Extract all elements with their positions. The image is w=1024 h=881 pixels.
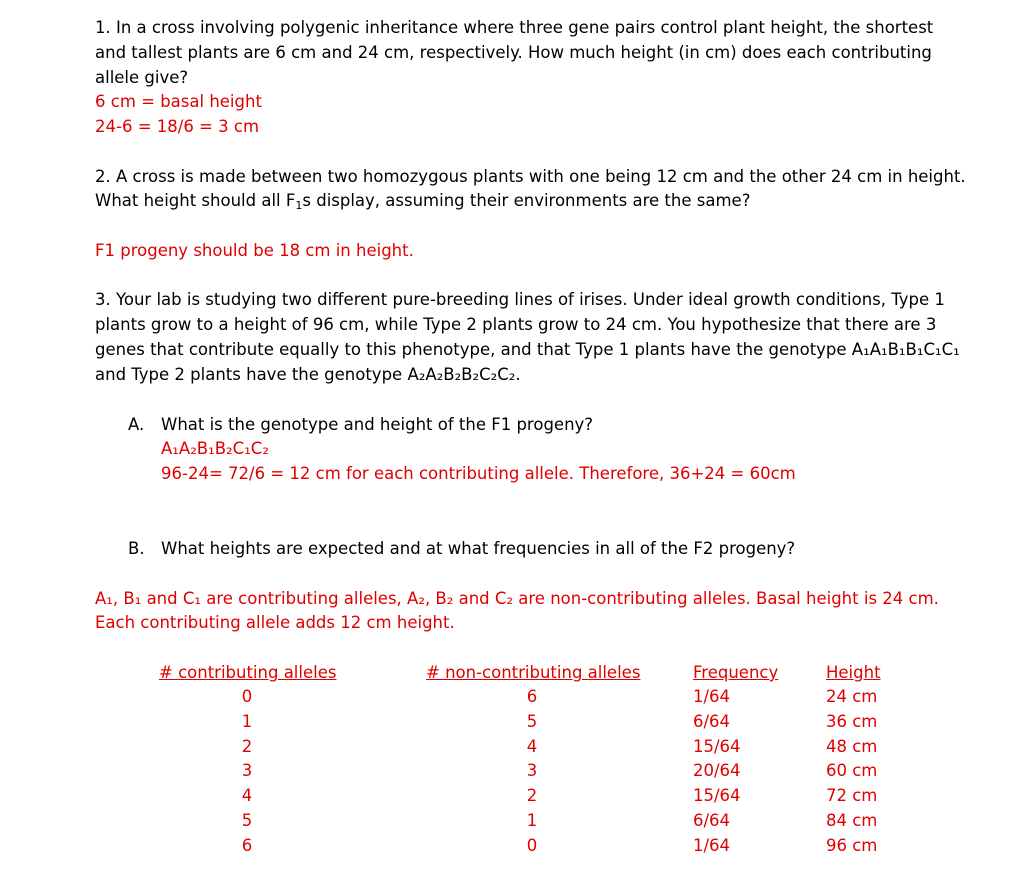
part-b-answer-1: A₁, B₁ and C₁ are contributing alleles, A₂, B₂ and C₂ are non-contributing alleles. Basal height is 24 cm. <box>95 589 939 608</box>
table-cell: 4 <box>241 786 253 806</box>
q1-line-1: 1. In a cross involving polygenic inheritance where three gene pairs control plant height, the shortest <box>95 18 934 37</box>
column-contributing <box>159 685 335 859</box>
table-cell: 2 <box>241 736 253 756</box>
q2-line-1: 2. A cross is made between two homozygous plants with one being 12 cm and the other 24 cm in height. <box>95 167 966 186</box>
table-cell: 6/64 <box>693 711 731 731</box>
table-cell: 15/64 <box>693 786 741 806</box>
table-cell: 5 <box>526 711 538 731</box>
part-b-answer-2: Each contributing allele adds 12 cm height. <box>95 613 455 632</box>
table-cell: 3 <box>241 761 253 781</box>
q2-line-2-end: s display, assuming their environments are the same? <box>302 191 751 210</box>
table-cell: 3 <box>526 761 538 781</box>
q1-line-3: allele give? <box>95 68 189 87</box>
table-cell: 36 cm <box>826 711 878 731</box>
table-cell: 5 <box>241 810 253 830</box>
table-cell: 4 <box>526 736 538 756</box>
header-contributing: # contributing alleles <box>159 663 337 682</box>
q3-line-2: plants grow to a height of 96 cm, while Type 2 plants grow to 24 cm. You hypothesize that there are 3 <box>95 315 937 334</box>
table-cell: 1/64 <box>693 687 731 706</box>
q2-answer: F1 progeny should be 18 cm in height. <box>95 241 414 260</box>
table-cell: 2 <box>526 786 538 806</box>
q1-answer-2: 24-6 = 18/6 = 3 cm <box>95 117 260 136</box>
table-cell: 1 <box>241 711 253 731</box>
table-cell: 24 cm <box>826 687 878 706</box>
q1-line-2: and tallest plants are 6 cm and 24 cm, respectively. How much height (in cm) does each contributing <box>95 43 932 62</box>
table-cell: 0 <box>241 687 253 706</box>
table-cell: 1/64 <box>693 835 731 855</box>
table-cell: 96 cm <box>826 835 878 855</box>
table-cell: 6 <box>526 687 538 706</box>
table-cell: 72 cm <box>826 786 878 806</box>
part-a-genotype: A₁A₂B₁B₂C₁C₂ <box>161 439 269 458</box>
q3-line-4: and Type 2 plants have the genotype A₂A₂B₂B₂C₂C₂. <box>95 365 521 384</box>
part-b-marker: B. <box>128 539 145 558</box>
table-cell: 15/64 <box>693 736 741 756</box>
part-b-question: What heights are expected and at what frequencies in all of the F2 progeny? <box>161 539 796 558</box>
part-a-question: What is the genotype and height of the F1 progeny? <box>161 415 594 434</box>
part-a-marker: A. <box>128 415 145 434</box>
q3-line-3: genes that contribute equally to this phenotype, and that Type 1 plants have the genotype A₁A₁B₁B₁C₁C₁ <box>95 340 960 359</box>
q1-answer-1: 6 cm = basal height <box>95 92 262 111</box>
table-cell: 1 <box>526 810 538 830</box>
header-height: Height <box>826 663 881 682</box>
table-cell: 6/64 <box>693 810 731 830</box>
table-cell: 48 cm <box>826 736 878 756</box>
q2-subscript: 1 <box>295 199 303 212</box>
q2-line-2-start: What height should all F <box>95 191 296 210</box>
q2-line-2 <box>95 189 750 218</box>
q3-line-1: 3. Your lab is studying two different pure-breeding lines of irises. Under ideal growth conditions, Type 1 <box>95 290 945 309</box>
table-cell: 0 <box>526 835 538 855</box>
header-noncontributing: # non-contributing alleles <box>426 663 641 682</box>
column-height <box>826 685 896 859</box>
part-a-answer: 96-24= 72/6 = 12 cm for each contributing allele. Therefore, 36+24 = 60cm <box>161 464 796 483</box>
table-cell: 60 cm <box>826 761 878 781</box>
table-cell: 84 cm <box>826 810 878 830</box>
column-noncontributing <box>426 685 638 859</box>
header-frequency: Frequency <box>693 663 779 682</box>
column-frequency <box>693 685 783 859</box>
table-cell: 6 <box>241 835 253 855</box>
table-cell: 20/64 <box>693 761 741 781</box>
